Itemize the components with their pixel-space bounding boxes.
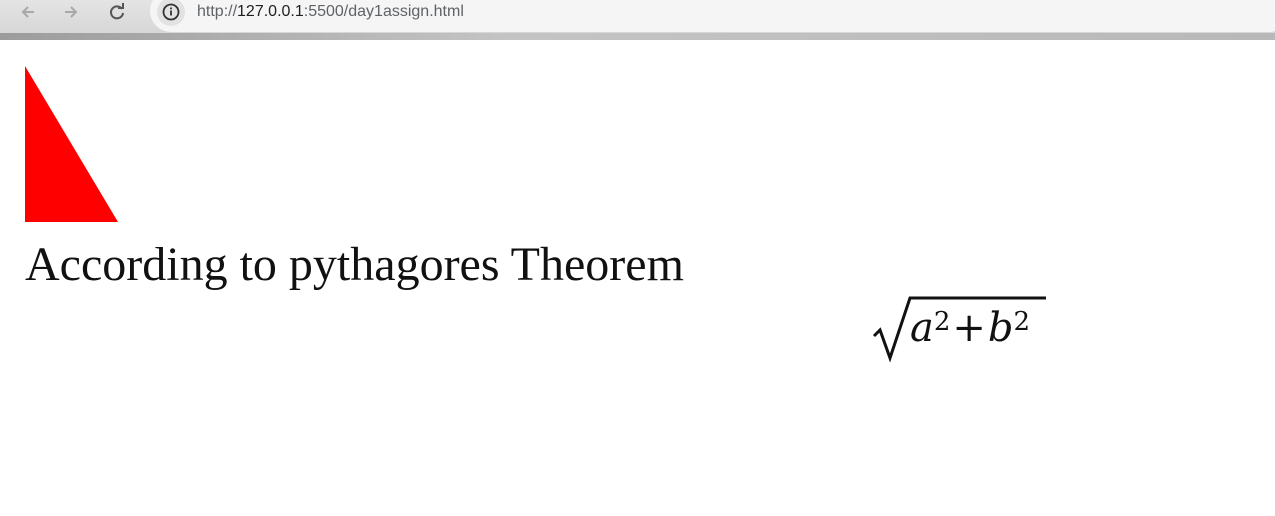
back-button[interactable] bbox=[14, 0, 42, 24]
pythagoras-formula bbox=[870, 290, 1050, 366]
reload-icon bbox=[108, 3, 126, 21]
forward-button[interactable] bbox=[57, 0, 85, 24]
back-arrow-icon bbox=[19, 3, 37, 21]
triangle-shape bbox=[25, 66, 118, 222]
url-host: 127.0.0.1 bbox=[237, 3, 304, 20]
red-right-triangle bbox=[25, 66, 118, 222]
variable-a: a bbox=[910, 305, 934, 351]
info-icon bbox=[162, 3, 180, 21]
browser-toolbar bbox=[0, 0, 1275, 40]
page-heading: According to pythagores Theorem bbox=[25, 238, 684, 291]
reload-button[interactable] bbox=[103, 0, 131, 24]
url-text[interactable] bbox=[197, 2, 464, 22]
toolbar-shadow bbox=[0, 33, 1275, 40]
radicand bbox=[910, 300, 1030, 356]
url-scheme: http:// bbox=[197, 3, 238, 20]
forward-arrow-icon bbox=[62, 3, 80, 21]
variable-b: b bbox=[987, 305, 1014, 351]
plus-operator: + bbox=[952, 305, 986, 351]
url-path: :5500/day1assign.html bbox=[303, 3, 464, 20]
exponent-b: 2 bbox=[1013, 307, 1031, 337]
exponent-a: 2 bbox=[933, 307, 951, 337]
